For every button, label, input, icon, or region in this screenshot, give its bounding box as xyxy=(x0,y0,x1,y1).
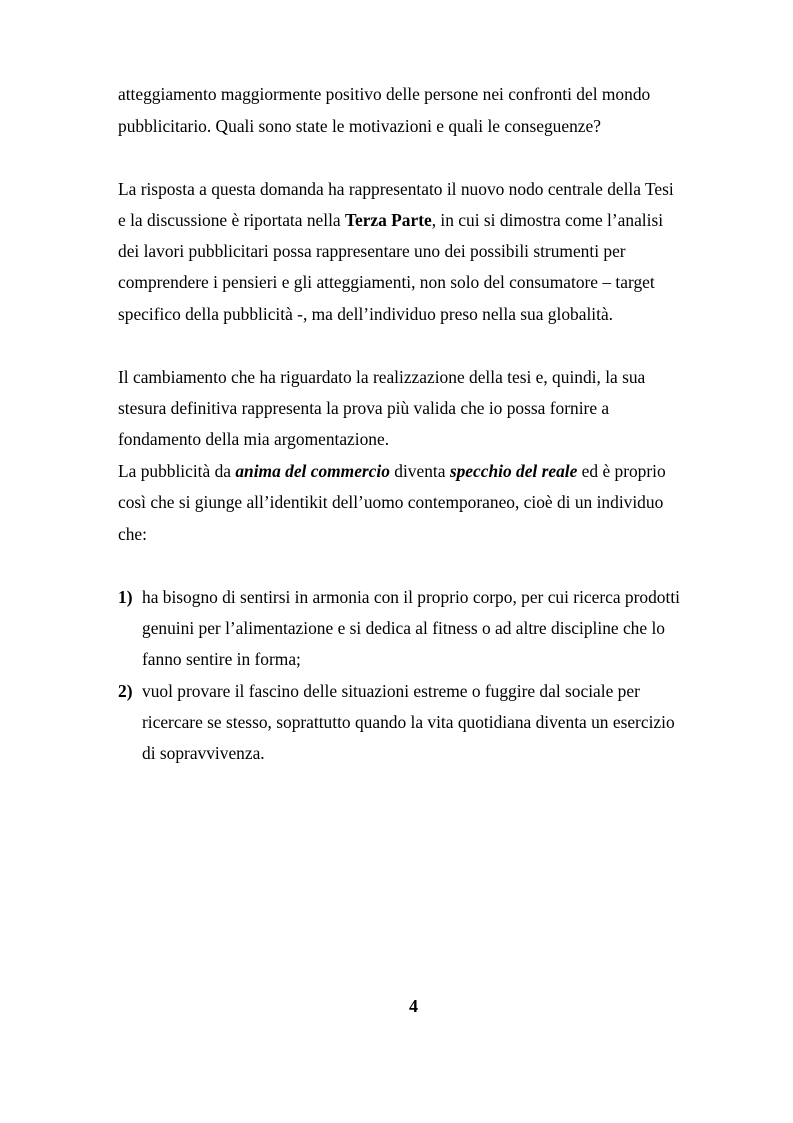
paragraph-4-line-1-mid: diventa xyxy=(389,461,450,481)
terza-parte-bold: Terza Parte xyxy=(344,210,432,230)
paragraph-3-line-3: fondamento della mia argomentazione. xyxy=(118,429,390,449)
anima-del-commercio-emphasis: anima del commercio xyxy=(235,461,390,481)
list-item-2-line-3: di sopravvivenza. xyxy=(142,743,265,763)
paragraph-2-line-2-post: , in cui si dimostra come l’analisi xyxy=(431,210,664,230)
specchio-del-reale-emphasis: specchio del reale xyxy=(449,461,578,481)
paragraph-4-line-1 xyxy=(118,461,666,481)
page-number: 4 xyxy=(409,996,418,1016)
paragraph-1-line-1: atteggiamento maggiormente positivo delle persone nei confronti del mondo xyxy=(118,84,651,104)
list-item-2-line-2: ricercare se stesso, soprattutto quando la vita quotidiana diventa un esercizio xyxy=(142,712,675,732)
list-item-1-line-1: ha bisogno di sentirsi in armonia con il proprio corpo, per cui ricerca prodotti xyxy=(142,587,680,607)
paragraph-2-line-1: La risposta a questa domanda ha rappresentato il nuovo nodo centrale della Tesi xyxy=(118,179,674,199)
list-item-2-line-1: vuol provare il fascino delle situazioni estreme o fuggire dal sociale per xyxy=(142,681,640,701)
list-item-2-marker: 2) xyxy=(118,681,133,701)
list-item-1-line-2: genuini per l’alimentazione e si dedica al fitness o ad altre discipline che lo xyxy=(142,618,665,638)
paragraph-4-line-1-post: ed è proprio xyxy=(577,461,666,481)
paragraph-3-line-1: Il cambiamento che ha riguardato la realizzazione della tesi e, quindi, la sua xyxy=(118,367,646,387)
list-item-1-line-3: fanno sentire in forma; xyxy=(142,649,301,669)
paragraph-2-line-5: specifico della pubblicità -, ma dell’individuo preso nella sua globalità. xyxy=(118,304,614,324)
paragraph-2-line-2 xyxy=(118,210,663,230)
paragraph-4-line-2: così che si giunge all’identikit dell’uomo contemporaneo, cioè di un individuo xyxy=(118,492,664,512)
list-item-1-marker: 1) xyxy=(118,587,133,607)
paragraph-2-line-3: dei lavori pubblicitari possa rappresentare uno dei possibili strumenti per xyxy=(118,241,626,261)
paragraph-4-line-3: che: xyxy=(118,524,147,544)
paragraph-2-line-4: comprendere i pensieri e gli atteggiamenti, non solo del consumatore – target xyxy=(118,272,655,292)
paragraph-3-line-2: stesura definitiva rappresenta la prova più valida che io possa fornire a xyxy=(118,398,610,418)
paragraph-2-line-2-pre: e la discussione è riportata nella xyxy=(118,210,345,230)
paragraph-1-line-2: pubblicitario. Quali sono state le motivazioni e quali le conseguenze? xyxy=(118,116,601,136)
paragraph-4-line-1-pre: La pubblicità da xyxy=(118,461,236,481)
